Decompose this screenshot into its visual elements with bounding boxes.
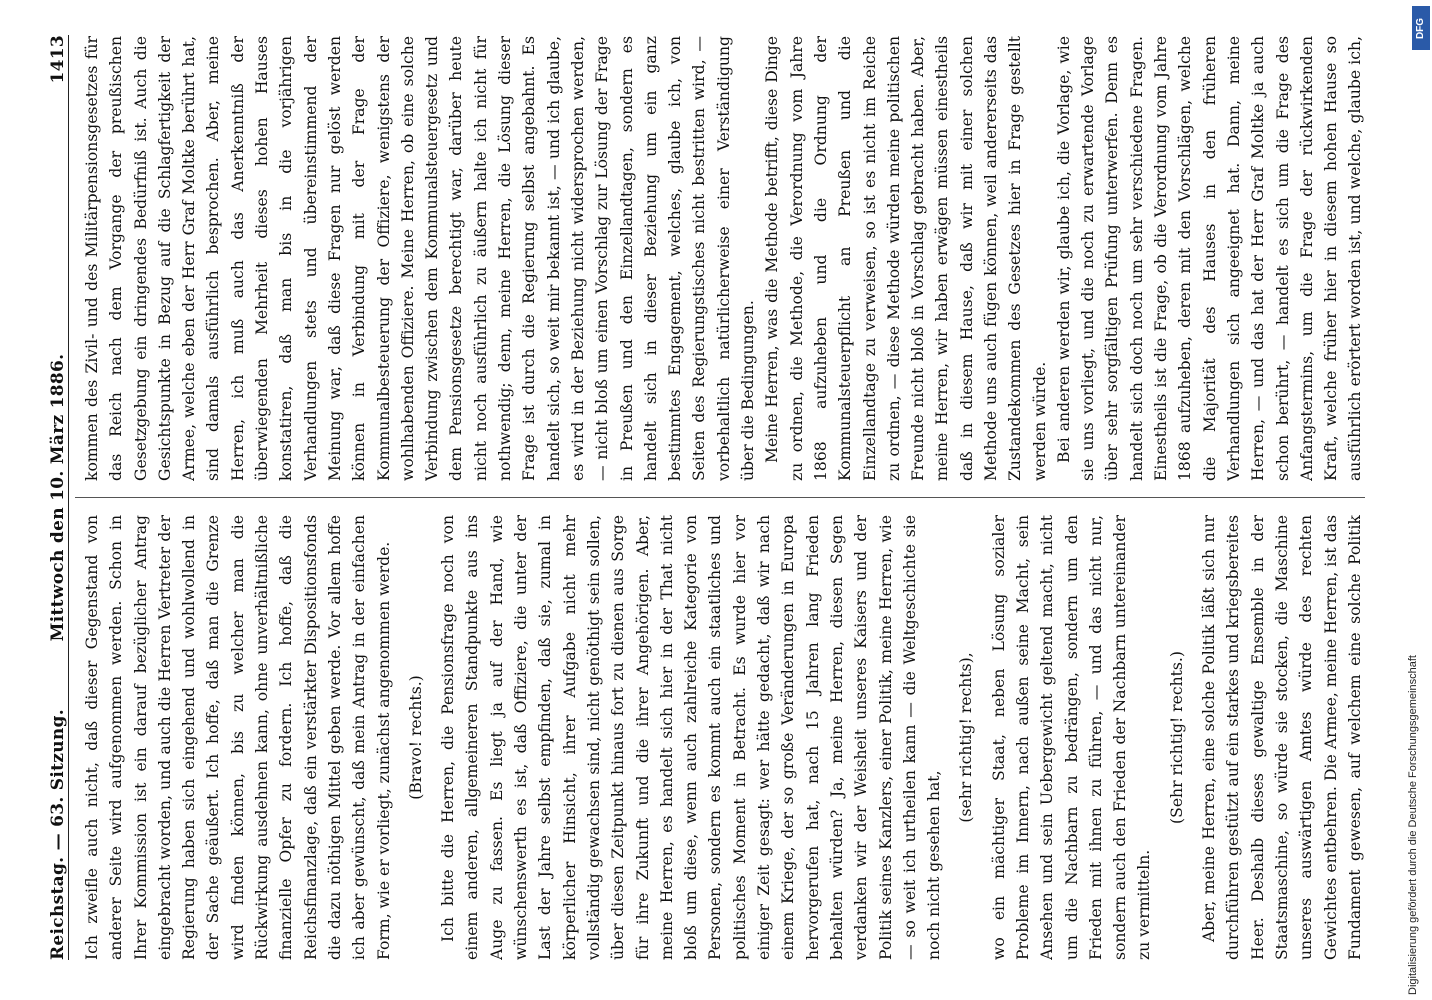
column-divider — [75, 497, 1365, 498]
interjection: (Sehr richtig! rechts.) — [1167, 651, 1186, 824]
header-date: Mittwoch den 10. März 1886. — [48, 353, 68, 642]
right-column — [80, 36, 1365, 481]
paragraph: Ich zweifle auch nicht, daß dieser Gegenstand von anderer Seite wird aufgenommen werden. Schon in Ihrer Kommission ist ein darauf bezüglicher Antrag eingebracht worden, und auch die Herren Vertreter der Regierung haben sich eingehend und wohlwollend in der Sache geäußert. Ich hoffe, daß man die Grenze wird finden können, bis zu welcher man die Rückwirkung ausdehnen kann, ohne unverhältnißliche finanzielle Opfer zu fordern. Ich hoffe, daß die Reichsfinanzlage, daß ein verstärkter Dispositionsfonds die dazu nöthigen Mittel geben werde. Vor allem hoffe ich aber gewünscht, daß mein Antrag in der einfachen Form, wie er vorliegt, zunächst angenommen werde. — [83, 515, 393, 960]
paragraph: Ich bitte die Herren, die Pensionsfrage noch von einem anderen, allgemeineren Standpunkte aus ins Auge zu fassen. Es liegt ja auf der Hand, wie wünschenswerth es ist, daß Offiziere, die unter der Last der Jahre selbst empfinden, daß sie, zumal in körperlicher Hinsicht, ihrer Aufgabe nicht mehr vollständig gewachsen sind, nicht genöthigt sein sollen, über diesen Zeitpunkt hinaus fort zu dienen aus Sorge für ihre Zukunft und die ihrer Angehörigen. Aber, meine Herren, es handelt sich hier in der That nicht bloß um diese, wenn auch zahlreiche Kategorie von Personen, sondern es kommt auch ein staatliches und politisches Moment in Betracht. Es wurde hier vor einiger Zeit gesagt: wer hätte gedacht, daß wir nach einem Kriege, der so große Veränderungen in Europa hervorgerufen hat, nach 15 Jahren lang Frieden behalten würden? Ja, meine Herren, diesen Segen verdanken wir der Weisheit unseres Kaisers und der Politik seines Kanzlers, einer Politik, meine Herren, wie — so weit ich urtheilen kann — die Weltgeschichte sie noch nicht gesehen hat, — [439, 515, 944, 960]
digitization-credit: Digitalisierung gefördert durch die Deutsche Forschungsgemeinschaft — [1407, 655, 1419, 995]
interjection: (Bravo! rechts.) — [406, 675, 425, 800]
page-number: 1413 — [48, 35, 68, 84]
left-column — [80, 515, 1365, 960]
paragraph: kommen des Zivil- und des Militärpensionsgesetzes für das Reich nach dem Vorgange der preußischen Gesetzgebung ein dringendes Bedürfniß ist. Auch die Gesichtspunkte in Bezug auf die Schlagfertigkeit der Armee, welche eben der Herr Graf Moltke berührt hat, sind damals ausführlich besprochen. Aber, meine Herren, ich muß auch das Anerkenntniß der überwiegenden Mehrheit dieses hohen Hauses konstatiren, daß man bis in die vorjährigen Verhandlungen stets und übereinstimmend der Meinung war, daß diese Fragen nur gelöst werden können in Verbindung mit der Frage der Kommunalbesteuerung der Offiziere, wenigstens der wohlhabenden Offiziere. Meine Herren, ob eine solche Verbindung zwischen dem Kommunalsteuergesetz und dem Pensionsgesetze berechtigt war, darüber heute nicht noch ausführlich zu äußern halte ich nicht für nothwendig; denn, meine Herren, die Lösung dieser Frage ist durch die Regierung selbst angebahnt. Es handelt sich, so weit mir bekannt ist, — und ich glaube, es wird in der Beziehung nicht widersprochen werden, — nicht bloß um einen Vorschlag zur Lösung der Frage in Preußen und den Einzellandtagen, sondern es handelt sich in dieser Beziehung um ein ganz bestimmtes Engagement, welches, glaube ich, von Seiten des Regierungstisches nicht bestritten wird, — vorbehaltlich natürlicherweise einer Verständigung über die Bedingungen. — [83, 36, 758, 481]
interjection: (sehr richtig! rechts), — [957, 652, 976, 823]
paragraph: wo ein mächtiger Staat, neben Lösung sozialer Probleme im Innern, nach außen seine Macht, sein Ansehen und sein Uebergewicht geltend macht, nicht um die Nachbarn zu bedrängen, sondern um den Frieden mit ihnen zu führen, — und das nicht nur, sondern auch den Frieden der Nachbarn untereinander zu vermitteln. — [989, 515, 1154, 960]
header-session: Reichstag. — 63. Sitzung. — [48, 709, 68, 960]
scanned-page — [20, 0, 1400, 1000]
paragraph: Bei anderen werden wir, glaube ich, die Vorlage, wie sie uns vorliegt, und die noch zu erwartende Vorlage über sehr sorgfältigen Prüfung unterwerfen. Denn es handelt sich doch noch um sehr verschiedene Fragen. Einestheils ist die Frage, ob die Verordnung vom Jahre 1868 aufzuheben, deren mit den Vorschlägen, welche die Majorität des Hauses in den früheren Verhandlungen sich angeeignet hat. Dann, meine Herren, — und das hat der Herr Graf Moltke ja auch schon berührt, — handelt es sich um die Frage des Anfangstermins, um die Frage der rückwirkenden Kraft, welche früher hier in diesem hohen Hause so ausführlich erörtert worden ist, und welche, glaube ich, — [1054, 36, 1365, 481]
dfg-logo: DFG — [1412, 6, 1430, 50]
paragraph: Aber, meine Herren, eine solche Politik läßt sich nur durchführen gestützt auf ein starkes und kriegsbereites Heer. Deshalb dieses gewaltige Ensemble in der Staatsmaschine, so würde sie stocken, die Maschine unseres auswärtigen Amtes würde des rechten Gewichtes entbehren. Die Armee, meine Herren, ist das Fundament gewesen, auf welchem eine solche Politik — [1200, 515, 1364, 960]
paragraph: Meine Herren, was die Methode betrifft, diese Dinge zu ordnen, die Methode, die Verordnung vom Jahre 1868 aufzuheben und die Ordnung der Kommunalsteuerpflicht an Preußen und die Einzellandtage zu verweisen, so ist es nicht im Reiche zu ordnen, — diese Methode würden meine politischen Freunde nicht bloß in Vorschlag gebracht haben. Aber, meine Herren, wir haben erwägen müssen einestheils daß in diesem Hause, daß wir mit einer solchen Methode uns auch fügen können, weil andererseits das Zustandekommen des Gesetzes hier in Frage gestellt werden würde. — [763, 36, 1049, 481]
page-header — [42, 35, 69, 960]
